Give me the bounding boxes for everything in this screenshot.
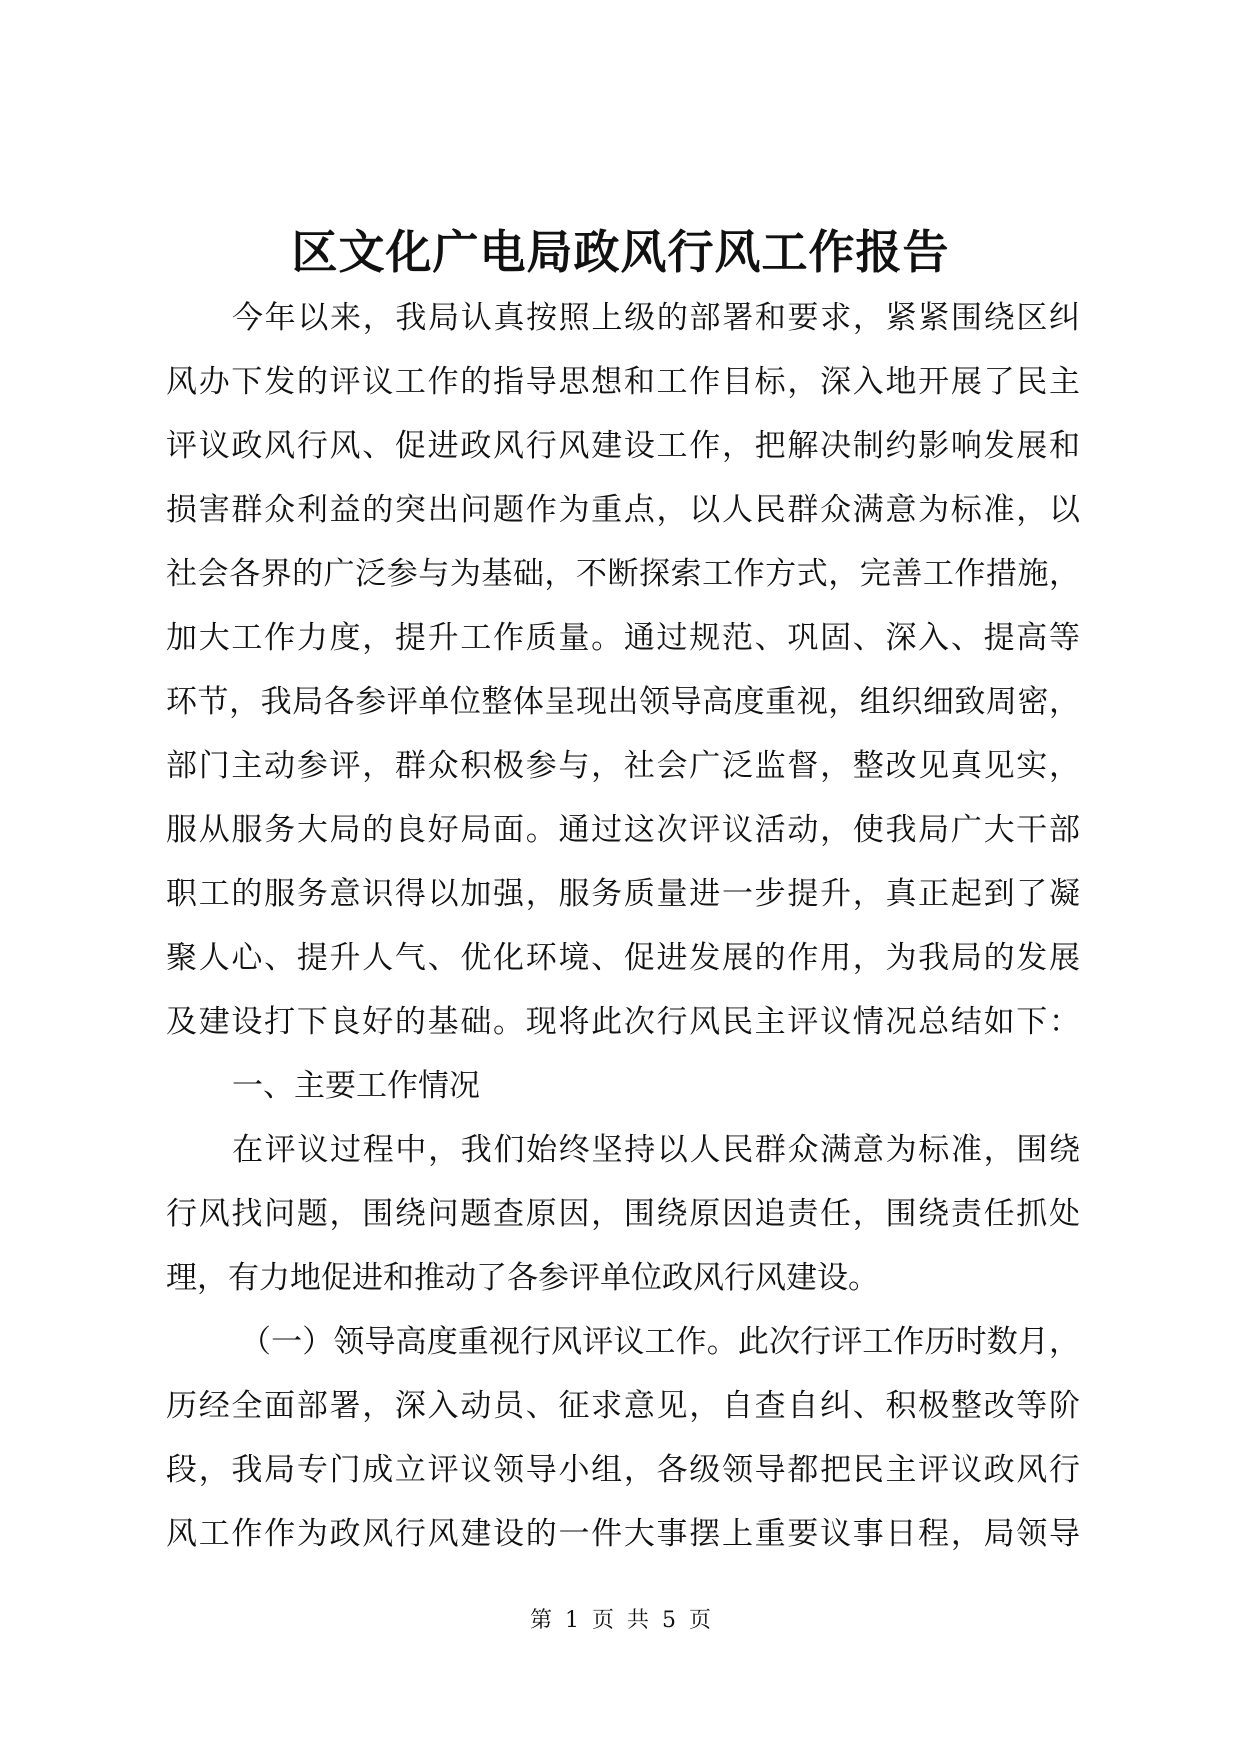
document-title: 区文化广电局政风行风工作报告 bbox=[291, 225, 950, 279]
paragraph-line: 评议政风行风、促进政风行风建设工作，把解决制约影响发展和 bbox=[166, 428, 1080, 464]
paragraph-line: 风工作作为政风行风建设的一件大事摆上重要议事日程，局领导 bbox=[166, 1516, 1080, 1552]
paragraph-line: 聚人心、提升人气、优化环境、促进发展的作用，为我局的发展 bbox=[166, 940, 1080, 976]
paragraph-line: 风办下发的评议工作的指导思想和工作目标，深入地开展了民主 bbox=[166, 364, 1080, 400]
paragraph-line: 在评议过程中，我们始终坚持以人民群众满意为标准，围绕 bbox=[232, 1132, 1080, 1168]
paragraph-line: 及建设打下良好的基础。现将此次行风民主评议情况总结如下： bbox=[166, 1004, 1080, 1040]
paragraph-line: 段，我局专门成立评议领导小组，各级领导都把民主评议政风行 bbox=[166, 1452, 1080, 1488]
paragraph-line: 理，有力地促进和推动了各参评单位政风行风建设。 bbox=[166, 1260, 879, 1296]
document-body bbox=[166, 286, 1080, 1566]
paragraph-line: 今年以来，我局认真按照上级的部署和要求，紧紧围绕区纠 bbox=[232, 300, 1080, 336]
paragraph-line: 社会各界的广泛参与为基础，不断探索工作方式，完善工作措施， bbox=[166, 556, 1080, 592]
paragraph-line: 损害群众利益的突出问题作为重点，以人民群众满意为标准，以 bbox=[166, 492, 1080, 528]
subsection-line: （一）领导高度重视行风评议工作。此次行评工作历时数月， bbox=[240, 1324, 1080, 1360]
paragraph-line: 职工的服务意识得以加强，服务质量进一步提升，真正起到了凝 bbox=[166, 876, 1080, 912]
page-number-footer: 第 1 页 共 5 页 bbox=[530, 1608, 711, 1633]
section-heading: 一、主要工作情况 bbox=[232, 1068, 480, 1104]
paragraph-line: 部门主动参评，群众积极参与，社会广泛监督，整改见真见实， bbox=[166, 748, 1080, 784]
paragraph-line: 行风找问题，围绕问题查原因，围绕原因追责任，围绕责任抓处 bbox=[166, 1196, 1080, 1232]
paragraph-line: 服从服务大局的良好局面。通过这次评议活动，使我局广大干部 bbox=[166, 812, 1080, 848]
paragraph-line: 加大工作力度，提升工作质量。通过规范、巩固、深入、提高等 bbox=[166, 620, 1080, 656]
paragraph-line: 历经全面部署，深入动员、征求意见，自查自纠、积极整改等阶 bbox=[166, 1388, 1080, 1424]
paragraph-line: 环节，我局各参评单位整体呈现出领导高度重视，组织细致周密， bbox=[166, 684, 1080, 720]
